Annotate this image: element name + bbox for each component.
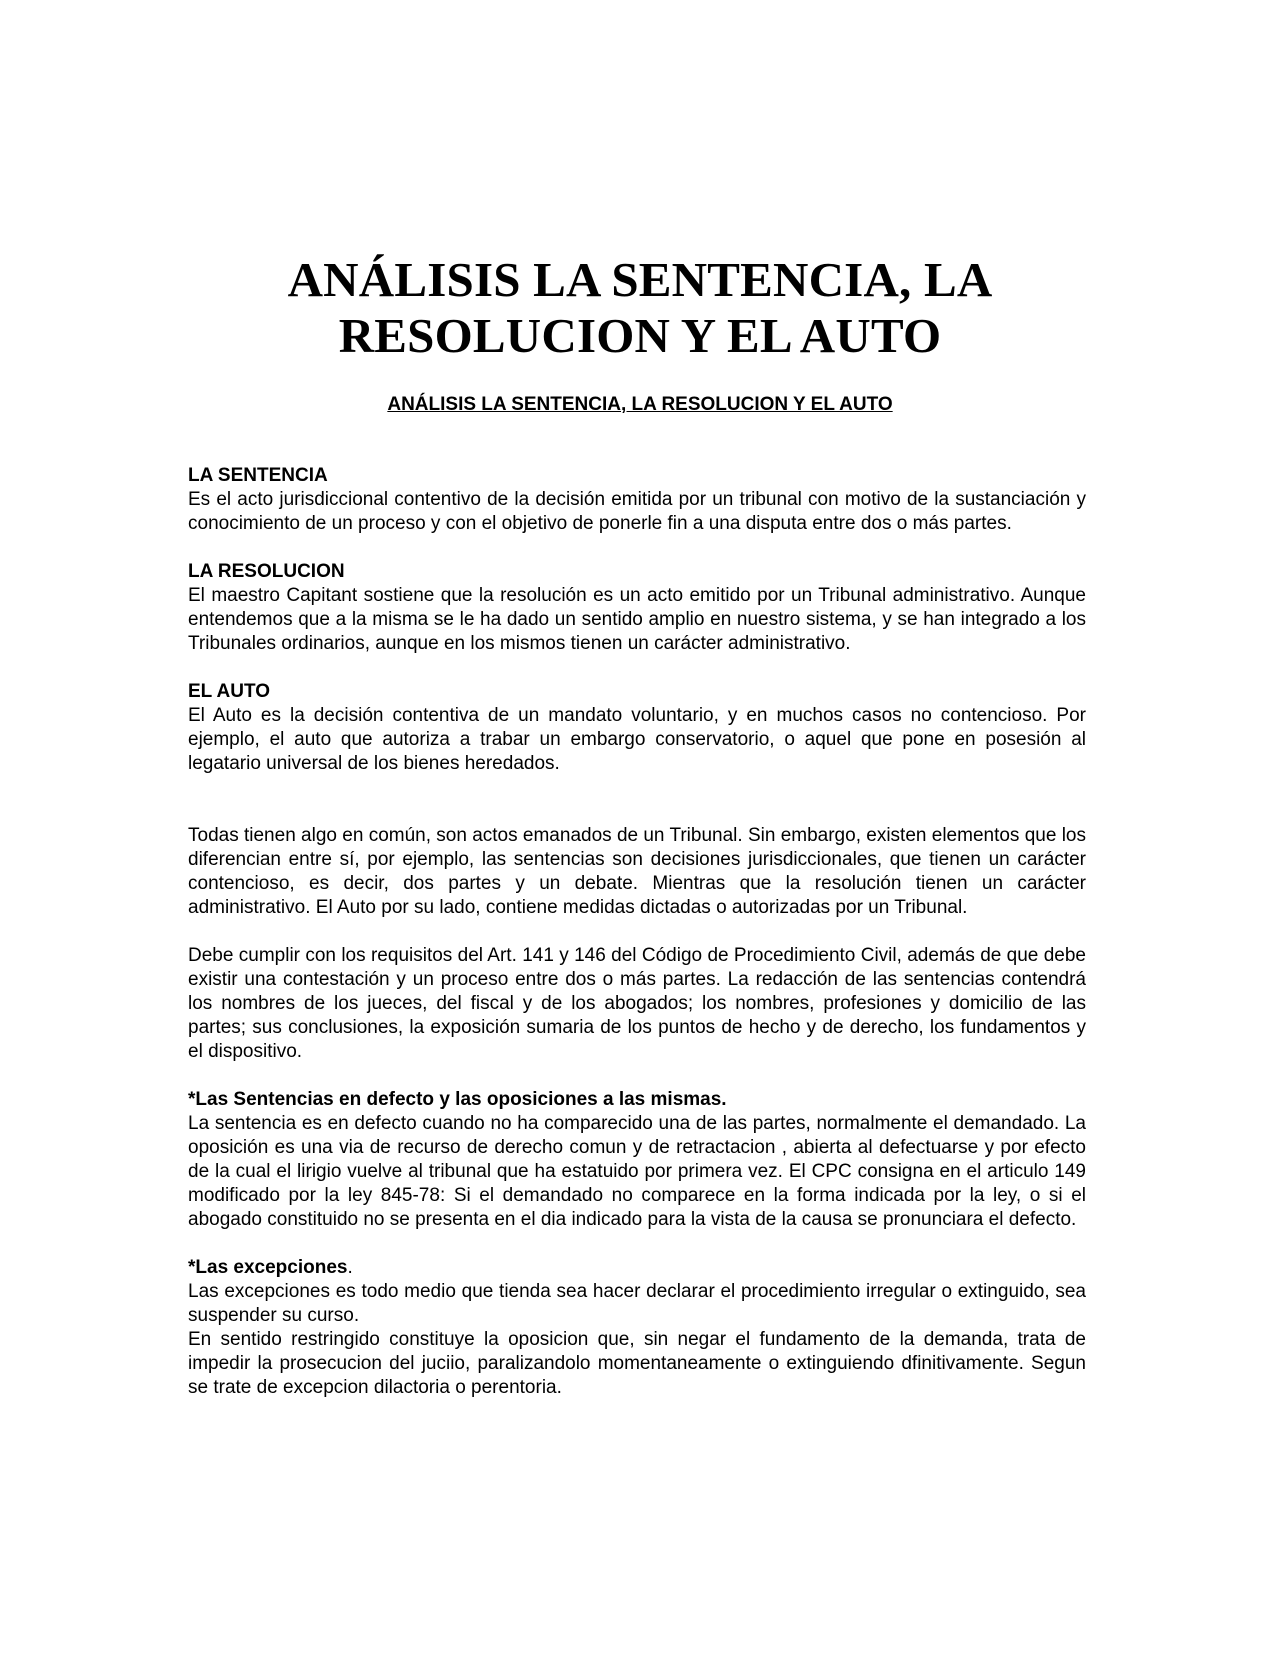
section-paragraph: El maestro Capitant sostiene que la resolución es un acto emitido por un Tribunal administrativo. Aunque entendemos que a la misma se le ha dado un sentido amplio en nuestro sistema, y se han integrado a los Tribunales ordinarios, aunque en los mismos tienen un carácter administrativo. [188,585,1086,654]
section-heading: *Las Sentencias en defecto y las oposiciones a las mismas. [188,1089,727,1110]
section-comun [188,824,1086,920]
document-body [188,464,1086,1400]
section-paragraph: Las excepciones es todo medio que tienda sea hacer declarar el procedimiento irregular o extinguido, sea suspender su curso. [188,1281,1086,1326]
document-title-line-1: ANÁLISIS LA SENTENCIA, LA [287,252,993,307]
section-paragraph: El Auto es la decisión contentiva de un mandato voluntario, y en muchos casos no contencioso. Por ejemplo, el auto que autoriza a trabar un embargo conservatorio, o aquel que pone en posesión al legatario universal de los bienes heredados. [188,705,1086,774]
section-excepciones [188,1256,1086,1400]
section-heading: EL AUTO [188,681,270,702]
section-paragraph: Debe cumplir con los requisitos del Art. 141 y 146 del Código de Procedimiento Civil, además de que debe existir una contestación y un proceso entre dos o más partes. La redacción de las sentencias contendrá los nombres de los jueces, del fiscal y de los abogados; los nombres, profesiones y domicilio de las partes; sus conclusiones, la exposición sumaria de los puntos de hecho y de derecho, los fundamentos y el dispositivo. [188,945,1086,1062]
document-subtitle: ANÁLISIS LA SENTENCIA, LA RESOLUCION Y EL AUTO [387,394,893,415]
section-heading: LA SENTENCIA [188,465,328,486]
section-requisitos [188,944,1086,1064]
section-paragraph: Todas tienen algo en común, son actos emanados de un Tribunal. Sin embargo, existen elementos que los diferencian entre sí, por ejemplo, las sentencias son decisiones jurisdiccionales, que tienen un carácter contencioso, es decir, dos partes y un debate. Mientras que la resolución tienen un carácter administrativo. El Auto por su lado, contiene medidas dictadas o autorizadas por un Tribunal. [188,825,1086,918]
document-title-line-2: RESOLUCION Y EL AUTO [338,308,942,363]
section-resolucion [188,560,1086,656]
section-heading: *Las excepciones [188,1257,348,1278]
document-title [200,252,1080,364]
section-heading-suffix: . [347,1257,353,1278]
section-heading-wrapper [188,1256,1086,1280]
section-paragraph: Es el acto jurisdiccional contentivo de la decisión emitida por un tribunal con motivo de la sustanciación y conocimiento de un proceso y con el objetivo de ponerle fin a una disputa entre dos o más partes. [188,489,1086,534]
section-sentencia [188,464,1086,536]
section-heading: LA RESOLUCION [188,561,345,582]
section-auto [188,680,1086,776]
section-defecto [188,1088,1086,1232]
section-paragraph: La sentencia es en defecto cuando no ha comparecido una de las partes, normalmente el demandado. La oposición es una via de recurso de derecho comun y de retractacion , abierta al defectuarse y por efecto de la cual el lirigio vuelve al tribunal que ha estatuido por primera vez. El CPC consigna en el articulo 149 modificado por la ley 845-78: Si el demandado no comparece en la forma indicada por la ley, o si el abogado constituido no se presenta en el dia indicado para la vista de la causa se pronunciara el defecto. [188,1113,1086,1230]
section-paragraph: En sentido restringido constituye la oposicion que, sin negar el fundamento de la demanda, trata de impedir la prosecucion del juciio, paralizandolo momentaneamente o extinguiendo dfinitivamente. Segun se trate de excepcion dilactoria o perentoria. [188,1329,1086,1398]
